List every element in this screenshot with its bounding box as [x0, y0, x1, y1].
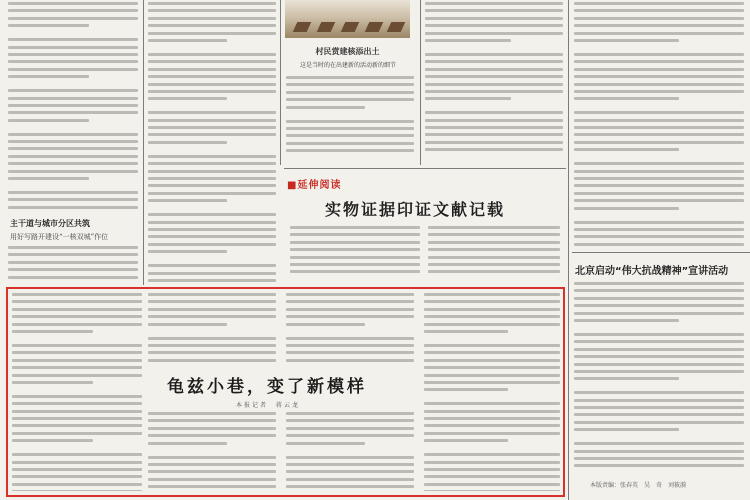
article-text-column	[8, 246, 138, 284]
article-text-column	[148, 293, 276, 363]
article-text-column	[574, 2, 744, 247]
article-text-column	[290, 226, 420, 282]
column-divider	[143, 0, 144, 285]
photo-subcaption: 这是当时的在出建新的活动新的细节	[299, 62, 396, 69]
article-text-column	[424, 293, 560, 491]
column-divider	[420, 0, 421, 165]
article-text-column	[12, 293, 142, 491]
section-tag: ■延伸阅读	[287, 180, 342, 191]
article-text-column	[425, 2, 563, 164]
column-divider	[568, 0, 569, 500]
article-text-column	[428, 226, 560, 282]
article-text-column	[148, 412, 276, 492]
news-photo	[285, 0, 410, 38]
left-headline: 主干道与城市分区共筑	[10, 219, 90, 228]
right-divider	[572, 252, 750, 253]
article-text-column	[574, 282, 744, 472]
right-headline: 北京启动“伟大抗战精神”宣讲活动	[575, 266, 729, 277]
section-headline: 实物证据印证文献记载	[325, 200, 506, 219]
article-text-column	[286, 293, 414, 363]
left-subheadline: 用好写路开建设“一核双城”作位	[10, 233, 109, 241]
column-divider	[280, 0, 281, 165]
page-editor-note: 本版责编：张春英 吴 奇 刘筱漪	[590, 482, 687, 489]
feature-byline: 本报记者 蒋云龙	[236, 402, 301, 409]
article-text-column	[148, 2, 276, 284]
article-text-column	[286, 76, 414, 164]
photo-caption: 村民赏建核添出土	[315, 47, 380, 56]
section-divider	[284, 168, 566, 169]
feature-headline: 龟兹小巷，变了新模样	[167, 377, 367, 397]
article-text-column	[8, 2, 138, 212]
article-text-column	[286, 412, 414, 492]
